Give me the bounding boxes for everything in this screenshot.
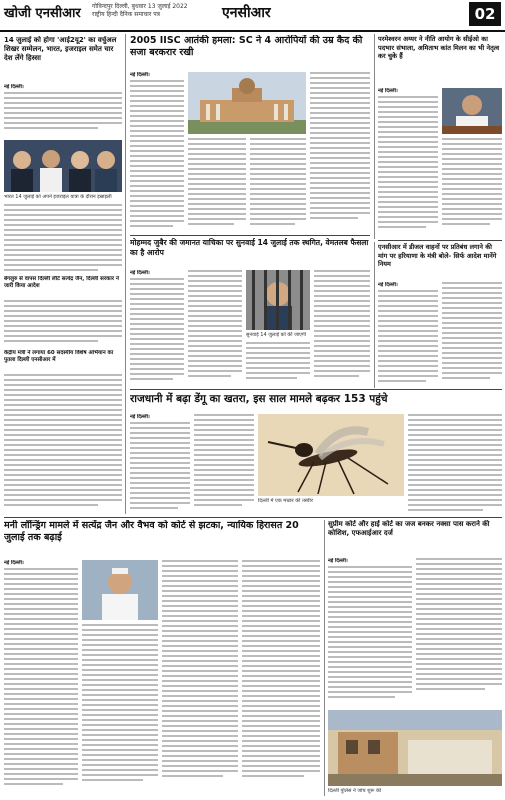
mosquito-icon <box>258 414 404 496</box>
column-rule-2 <box>374 34 375 239</box>
masthead <box>0 0 505 32</box>
story1b-body <box>4 300 122 348</box>
story7-body-col1 <box>4 560 78 796</box>
story4-dateline: नई दिल्ली। <box>378 88 398 94</box>
person-behind-bars-icon <box>246 270 310 330</box>
supreme-court-building-icon <box>188 72 306 134</box>
story3-photo <box>246 270 310 330</box>
story6-body-col1 <box>130 414 190 514</box>
story5-dateline: नई दिल्ली। <box>378 282 398 288</box>
story4-headline: परमेश्वरन अय्यर ने नीति आयोग के सीईओ का पदभार संभाला, अमिताभ कांत मिलन का भी नेतृत्व कर चुके हैं <box>378 35 500 60</box>
satyendra-jain-portrait-icon <box>82 560 158 620</box>
story3-headline: मोहम्मद जुबैर की जमानत याचिका पर सुनवाई 14 जुलाई तक स्थगित, वेमतलब फैसला का है आरोप <box>130 238 369 257</box>
story2-headline: 2005 IISC आतंकी हमला: SC ने 4 आरोपियों की उम्र कैद की सजा बरकरार रखी <box>130 35 363 58</box>
story9-body <box>4 374 122 514</box>
story8-dateline: नई दिल्ली। <box>328 558 348 564</box>
story-divider-4 <box>4 517 502 518</box>
story7-body-col2 <box>82 624 158 796</box>
story4-body-col2 <box>442 138 502 236</box>
story2-dateline: नई दिल्ली। <box>130 72 150 78</box>
story-divider-1 <box>130 235 370 236</box>
story3-caption: सुनवाई 14 जुलाई को की जाएगी <box>246 332 306 338</box>
story3-body-col4 <box>314 270 370 386</box>
story5-body-col2 <box>442 282 502 386</box>
leaders-photo-icon <box>4 140 122 192</box>
story1-dateline: नई दिल्ली। <box>4 84 24 90</box>
story8-photo <box>328 710 502 786</box>
story9-headline: केंद्रीय मंत्री ने लगाया 60 सदस्यीय विशेष अभियान का पुतला दिल्ली एनसीआर में <box>4 350 114 363</box>
story1-headline: 14 जुलाई को होगा 'आई2यू2' का वर्चुअल शिखर सम्मेलन, भारत, इजराइल समेत चार देश लेंगे हिस्सा <box>4 36 117 62</box>
story1-photo <box>4 140 122 192</box>
story7-body-col4 <box>242 560 320 796</box>
story6-headline: राजधानी में बढ़ा डेंगू का खतरा, इस साल मामले बढ़कर 153 पहुंचे <box>130 393 388 405</box>
story7-dateline: नई दिल्ली। <box>4 560 24 566</box>
story6-photo <box>258 414 404 496</box>
story5-body-col1 <box>378 282 438 386</box>
story1-body <box>4 84 122 138</box>
story5-headline: एनसीआर में डीजल वाहनों पर प्रतिबंध लगाने की मांग पर हरियाणा के मंत्री बोले- सिर्फ आदेश मानेंगे नियम <box>378 243 497 268</box>
column-rule-4 <box>324 520 325 796</box>
story1-caption: भारत 14 जुलाई को अपने इजराइल यात्रा के दौरान इस्राइली <box>4 194 112 200</box>
story-divider-2 <box>378 240 502 241</box>
date-line <box>92 3 202 19</box>
story6-caption: दिल्ली में एक मच्छर की तस्वीर <box>258 498 313 504</box>
story3-body-col3 <box>246 342 310 386</box>
story4-photo <box>442 88 502 134</box>
story3-dateline: नई दिल्ली। <box>130 270 150 276</box>
story8-caption: दिल्ली पुलिस ने जांच शुरू की <box>328 788 382 794</box>
story8-body-col2 <box>416 558 502 706</box>
story2-body-col2 <box>188 138 246 232</box>
story2-body-col1 <box>130 72 184 232</box>
story3-body-col2 <box>188 270 242 386</box>
story1-body-cont <box>4 204 122 274</box>
official-portrait-icon <box>442 88 502 134</box>
story8-body-col1 <box>328 558 412 706</box>
story2-photo <box>188 72 306 134</box>
police-station-icon <box>328 710 502 786</box>
story1b-headline: बेंगलुरु से वापस दिल्ली लौटे सत्येंद्र जैन, दिल्ली सरकार ने जारी किया आदेश <box>4 276 119 289</box>
story3-body-col1 <box>130 270 184 386</box>
date-text: गोविन्दपुर दिल्ली, बुधवार 13 जुलाई 2022 <box>92 3 188 10</box>
story7-body-col3 <box>162 560 238 796</box>
story2-body-col3 <box>250 138 306 232</box>
story4-body-col1 <box>378 88 438 236</box>
story6-body-col2 <box>194 414 254 514</box>
story-divider-3 <box>130 389 502 390</box>
story6-body-col3 <box>408 414 502 514</box>
story2-body-col4 <box>310 72 370 232</box>
subtitle-text: राष्ट्रीय हिन्दी दैनिक समाचार पत्र <box>92 11 160 18</box>
column-rule-3 <box>374 242 375 388</box>
column-rule-1 <box>125 34 126 514</box>
story7-photo <box>82 560 158 620</box>
story6-dateline: नई दिल्ली। <box>130 414 150 420</box>
page-number: 02 <box>469 2 501 26</box>
story7-headline: मनी लॉन्ड्रिंग मामले में सत्येंद्र जैन और वैभव को कोर्ट से झटका, न्यायिक हिरासत 20 जुलाई तक बढ़ाई <box>4 520 299 543</box>
newspaper-logo: खोजी एनसीआर <box>4 6 81 21</box>
section-title: एनसीआर <box>222 5 271 21</box>
story8-headline: सुप्रीम कोर्ट और हाई कोर्ट का जज बनकर नक्सा पास कराने की कोशिश, एफआईआर दर्ज <box>328 520 490 537</box>
